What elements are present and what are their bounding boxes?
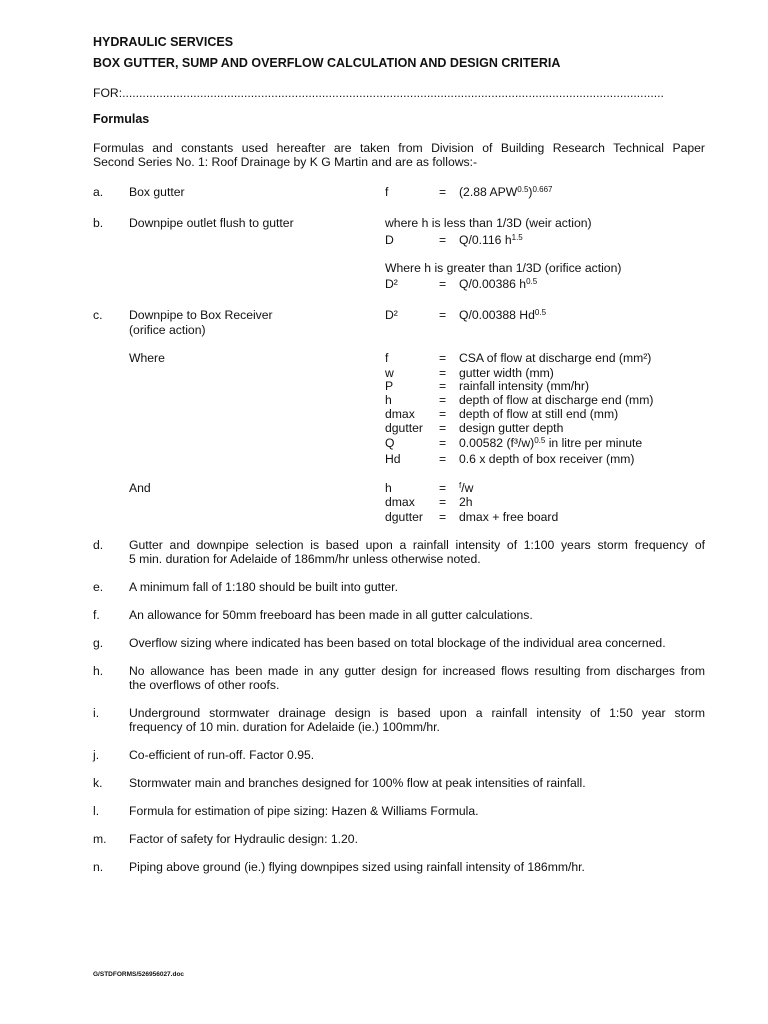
where-row-equals: =: [439, 366, 447, 380]
item-i-line-1: Underground stormwater drainage design is based upon a rainfall intensity of 1:50 year storm: [129, 706, 705, 720]
and-dmax-definition: 2h: [459, 495, 473, 509]
where-row-definition: depth of flow at still end (mm): [459, 407, 619, 421]
and-dmax-symbol: dmax: [385, 495, 415, 509]
where-row-equals: =: [439, 393, 447, 407]
and-dmax-equals: =: [439, 495, 447, 509]
item-c-label-2: (orifice action): [129, 323, 206, 337]
intro-line-2: Second Series No. 1: Roof Drainage by K G Martin and are as follows:-: [93, 155, 478, 169]
item-i-line-2: frequency of 10 min. duration for Adelaide (ie.) 100mm/hr.: [129, 720, 440, 734]
item-c-formula: Q/0.00388 $Hd^{0.5}$: [459, 308, 547, 322]
item-g-text: Overflow sizing where indicated has been based on total blockage of the individual area concerned.: [129, 636, 666, 650]
and-dgutter-definition: dmax + free board: [459, 510, 559, 524]
item-l-text: Formula for estimation of pipe sizing: Hazen & Williams Formula.: [129, 804, 479, 818]
where-row-symbol: dgutter: [385, 421, 423, 435]
and-h-symbol: h: [385, 481, 392, 495]
item-b-formula-2: Q/0.00386 $h^{0.5}$: [459, 277, 538, 291]
and-h-formula: $^f$/w: [459, 481, 474, 495]
item-a-letter: a.: [93, 185, 104, 199]
item-a-label: Box gutter: [129, 185, 185, 199]
item-a-equals: =: [439, 185, 447, 199]
where-hd-symbol: Hd: [385, 452, 401, 466]
item-j-text: Co-efficient of run-off. Factor 0.95.: [129, 748, 315, 762]
and-dgutter-symbol: dgutter: [385, 510, 423, 524]
where-label: Where: [129, 351, 165, 365]
where-row-equals: =: [439, 379, 447, 393]
item-d-line-1: Gutter and downpipe selection is based upon a rainfall intensity of 1:100 years storm frequency of: [129, 538, 705, 552]
doc-title: HYDRAULIC SERVICES: [93, 35, 234, 49]
and-label: And: [129, 481, 151, 495]
where-row-symbol: f: [385, 351, 389, 365]
item-c-equals: =: [439, 308, 447, 322]
where-row-symbol: P: [385, 379, 394, 393]
item-c-symbol: D²: [385, 308, 398, 322]
where-row-definition: gutter width (mm): [459, 366, 554, 380]
doc-subtitle: BOX GUTTER, SUMP AND OVERFLOW CALCULATION AND DESIGN CRITERIA: [93, 56, 561, 70]
item-f-letter: f.: [93, 608, 100, 622]
item-b-note-2: Where h is greater than 1/3D (orifice action): [385, 261, 622, 275]
item-e-text: A minimum fall of 1:180 should be built into gutter.: [129, 580, 398, 594]
item-n-letter: n.: [93, 860, 104, 874]
where-row-definition: rainfall intensity (mm/hr): [459, 379, 590, 393]
where-q-formula: 0.00582 $(f^3/w)^{0.5}$ in litre per minute: [459, 436, 643, 450]
item-c-label-1: Downpipe to Box Receiver: [129, 308, 273, 322]
and-h-equals: =: [439, 481, 447, 495]
where-hd-definition: 0.6 x depth of box receiver (mm): [459, 452, 635, 466]
where-row-symbol: h: [385, 393, 392, 407]
where-row-symbol: w: [385, 366, 394, 380]
where-row-equals: =: [439, 421, 447, 435]
item-h-line-2: the overflows of other roofs.: [129, 678, 280, 692]
item-k-text: Stormwater main and branches designed for 100% flow at peak intensities of rainfall.: [129, 776, 586, 790]
item-b-symbol-1: D: [385, 233, 394, 247]
item-b-equals-1: =: [439, 233, 447, 247]
where-q-symbol: Q: [385, 436, 395, 450]
item-b-label: Downpipe outlet flush to gutter: [129, 216, 294, 230]
item-c-letter: c.: [93, 308, 103, 322]
where-q-equals: =: [439, 436, 447, 450]
item-b-note-1: where h is less than 1/3D (weir action): [385, 216, 592, 230]
item-f-text: An allowance for 50mm freeboard has been made in all gutter calculations.: [129, 608, 533, 622]
where-row-equals: =: [439, 351, 447, 365]
item-b-symbol-2: D²: [385, 277, 398, 291]
intro-line-1: Formulas and constants used hereafter are taken from Division of Building Research Technical Paper: [93, 141, 705, 155]
item-m-text: Factor of safety for Hydraulic design: 1.20.: [129, 832, 358, 846]
item-j-letter: j.: [93, 748, 100, 762]
item-a-formula: (2.88 $APW^{0.5})^{0.667}$: [459, 185, 553, 199]
item-b-formula-1: Q/0.116 $h^{1.5}$: [459, 233, 523, 247]
footer-file-path: G/STDFORMS/526956027.doc: [93, 971, 185, 978]
item-l-letter: l.: [93, 804, 100, 818]
item-h-line-1: No allowance has been made in any gutter design for increased flows resulting from discharges from: [129, 664, 705, 678]
for-line: FOR:................................................................................................................................................................: [93, 86, 664, 100]
item-e-letter: e.: [93, 580, 104, 594]
item-i-letter: i.: [93, 706, 100, 720]
item-d-line-2: 5 min. duration for Adelaide of 186mm/hr unless otherwise noted.: [129, 552, 481, 566]
where-row-symbol: dmax: [385, 407, 415, 421]
item-a-symbol: f: [385, 185, 389, 199]
item-b-letter: b.: [93, 216, 104, 230]
and-dgutter-equals: =: [439, 510, 447, 524]
where-row-equals: =: [439, 407, 447, 421]
where-hd-equals: =: [439, 452, 447, 466]
item-n-text: Piping above ground (ie.) flying downpipes sized using rainfall intensity of 186mm/hr.: [129, 860, 585, 874]
where-row-definition: CSA of flow at discharge end (mm²): [459, 351, 652, 365]
item-k-letter: k.: [93, 776, 103, 790]
item-m-letter: m.: [93, 832, 107, 846]
where-row-definition: design gutter depth: [459, 421, 564, 435]
item-d-letter: d.: [93, 538, 104, 552]
formulas-heading: Formulas: [93, 112, 150, 126]
item-g-letter: g.: [93, 636, 104, 650]
item-h-letter: h.: [93, 664, 104, 678]
item-b-equals-2: =: [439, 277, 447, 291]
where-row-definition: depth of flow at discharge end (mm): [459, 393, 654, 407]
